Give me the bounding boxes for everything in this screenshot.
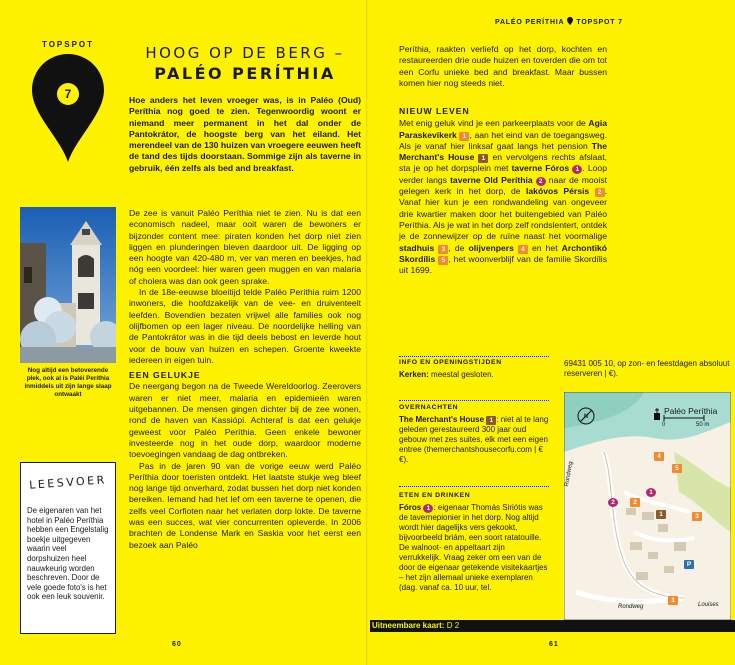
svg-text:N: N <box>583 413 589 420</box>
footer-value: D 2 <box>446 621 460 630</box>
map-marker[interactable]: 4 <box>654 452 664 461</box>
overnachten-name: The Merchant's House <box>399 415 485 424</box>
topspot-number: 7 <box>57 83 79 105</box>
poi-badge: 5 <box>438 256 448 265</box>
poi-badge: 2 <box>536 177 546 186</box>
poi-badge: 1 <box>572 165 582 174</box>
page-number-left: 60 <box>172 641 182 648</box>
body-text-left <box>129 208 361 551</box>
lead-paragraph: Hoe anders het leven vroeger was, is in Paléo (Oud) Períthia nog goed te zien. Tegenwoordig woont er niemand meer permanent in het dal onder de Pantokrátor, de hoogste berg van het eiland. Het merendeel van de 130 huizen van vroegere eeuwen heeft de tand des tijds doorstaan. Sommige zijn als taverne in gebruik, één zelfs als bed and breakfast. <box>129 95 361 173</box>
poi-badge: 1 <box>423 504 433 513</box>
parking-icon[interactable]: P <box>684 560 694 569</box>
location-pin-icon <box>567 17 573 27</box>
eten-body: : eigenaar Thomás Siriótis was de tavernepionier in het dorp. Nog altijd wordt hier dagelijks vers gekookt, bijvoorbeeld briám, een soort ratatouille. De walnoot- en appeltaart zijn verrukkelijk. Vraag zeker om een van de door de eigenaar getekende visitekaartjes – het zijn allemaal unieke exemplaren (dag. vanaf ca. 10 uur, tel. <box>399 503 548 592</box>
map-road-label: Louises <box>698 602 719 608</box>
page-number-right: 61 <box>549 641 559 648</box>
poi-badge: 2 <box>595 188 605 197</box>
church-icon <box>652 408 662 420</box>
divider <box>399 356 549 357</box>
map-marker[interactable]: 3 <box>692 512 702 521</box>
photo-caption: Nog altijd een betoverende plek, ook al is Paléi Períthia inmiddels uit zijn lange slaap ontwaakt <box>24 367 112 398</box>
info-kerken <box>399 370 549 380</box>
poi-badge: 3 <box>438 245 448 254</box>
poi-stadhuis: stadhuis <box>399 242 435 253</box>
map-marker[interactable]: 1 <box>656 510 666 519</box>
paragraph: De zee is vanuit Paléo Períthia niet te zien. Nu is dat een economisch nadeel, maar ooit waren de bewoners er bijzonder content mee: piraten konden het dorp niet zien liggen en plunderingen bleven daardoor uit. De ligging op een hoogte van 420-480 m, ver van meren en beekjes, had nóg een voordeel: hier waren geen muggen en van malaria of cholera was dan ook geen sprake. <box>129 208 361 286</box>
poi-archontiko: Archontikó Skordílis <box>399 242 608 264</box>
text-run: naar de mooist gelegen kerk in het dorp, de <box>399 174 608 197</box>
eten-name: Fóros <box>399 503 422 512</box>
running-head <box>495 17 623 27</box>
poi-olijvenpers: olijvenpers <box>468 242 514 253</box>
info-kerken-value: meestal gesloten. <box>431 370 494 379</box>
map-marker[interactable]: 2 <box>630 498 640 507</box>
body-text-nieuw-leven <box>399 106 607 276</box>
poi-badge: 1 <box>478 154 488 163</box>
leesvoer-text: De eigenaren van het hotel in Paléo Períthia hebben een Engelstalig boekje uitgegeven waarin veel dorpshuizen heel nauwkeurig worden beschreven. Door de vele goede foto's is het ook een leuk souvenir. <box>27 506 109 602</box>
subhead-nieuw-leven: NIEUW LEVEN <box>399 106 470 116</box>
leesvoer-title: LEESVOER <box>28 473 108 492</box>
overnachten-heading: OVERNACHTEN <box>399 404 459 411</box>
page-title-line1: HOOG OP DE BERG – <box>145 44 345 62</box>
poi-merchant: The Merchant's House <box>399 140 607 163</box>
divider <box>399 486 549 487</box>
location-pin-icon <box>30 52 106 164</box>
poi-agia: Agia Paraskevikerk <box>399 118 607 140</box>
paragraph: Pas in de jaren 90 van de vorige eeuw werd Paléo Períthia door toeristen ontdekt. Het laatste stukje weg bleef nog lange tijd onverhard, zodat bussen het dorp niet konden bereiken. Iemand had het lef om een taverne te openen, die zelfs veel Corfioten naar het verlaten dorp lokte. De taverne was een succes, wat vier concurrenten opleverde. In 2006 brachten de Londense Mark en Saskia voor het eerst een bezoek aan Paléo <box>129 460 361 550</box>
paragraph: In de 18e-eeuwse bloeitijd telde Paléo Períthia ruim 1200 inwoners, die hoofdzakelijk van de vee- en druiventeelt leefden. Bovendien bezaten vrijwel alle families ook nog olijfbomen op een lager niveau. De noordelijke helling van de Pantokrátor was in die tijd deels bebost en leverde hout voor de bouw van huizen en schepen. Groente kweekte iedereen in eigen tuin. <box>129 287 361 365</box>
text-run: . Vanaf hier kun je een rondwandeling van ongeveer drie kwartier maken door het buitengebied van Paléo Períthia. Als je wat in het dorp zelf rondslentert, ontdek je de zonnewijzer op de ruïne naast het voormalige <box>399 186 608 242</box>
text-run: , de <box>448 242 469 253</box>
paragraph <box>399 118 607 276</box>
info-heading: INFO EN OPENINGSTIJDEN <box>399 359 502 366</box>
map-scale-label: 50 m <box>696 422 710 428</box>
topspot-label: TOPSPOT <box>41 40 95 49</box>
footer-label: Uitneembare kaart: <box>372 621 445 630</box>
church-photo <box>20 207 116 363</box>
map-road-label: Rondweg <box>564 461 575 488</box>
poi-badge: 4 <box>518 245 528 254</box>
poi-iakovos: Iakóvos Pérsis <box>526 186 590 197</box>
gutter-shadow <box>366 0 368 665</box>
poi-badge: 1 <box>486 416 496 425</box>
body-text-right-intro: Períthia, raakten verliefd op het dorp, kochten en restaureerden drie oude huizen en toverden die om tot een Corfu unieke bed and breakfast. Maar bussen komen hier nog steeds niet. <box>399 44 607 88</box>
map-marker[interactable]: 1 <box>668 596 678 605</box>
text-run: , het woonverblijf van de familie Skordílis uit 1699. <box>399 253 607 276</box>
poi-old-perithia: taverne Old Períthia <box>450 174 533 185</box>
map-marker[interactable]: 1 <box>646 488 656 497</box>
text-run: en het <box>527 242 562 253</box>
overnachten-body: : niet al te lang geleden gerestaureerd 300 jaar oud gebouw met zes suites, elk met een eigen entree (themerchantshousecorfu.com | €€). <box>399 415 549 464</box>
running-head-topspot: TOPSPOT 7 <box>576 19 623 26</box>
footer-map-ref <box>372 621 459 630</box>
paragraph: De neergang begon na de Tweede Wereldoorlog. Zeerovers waren er niet meer, malaria en epidemieën waren uitgebannen. De mensen gingen dichter bij de zee wonen, rond de haven van Kassiópi. Achteraf is dat een gelukje geweest voor Paléo Períthia. Geen enkele bewoner investeerde nog in het oude dorp, waardoor moderne toevoegingen vandaag de dag ontbreken. <box>129 381 361 460</box>
page-title-line2: PALÉO PERÍTHIA <box>154 64 336 83</box>
info-phone: 69431 005 10, op zon- en feestdagen absoluut reserveren | €). <box>564 359 730 378</box>
compass-north-icon <box>576 406 596 426</box>
subhead-gelukje: EEN GELUKJE <box>129 370 201 381</box>
map-road-label: Rondweg <box>618 604 644 610</box>
text-run: , aan het eind van de toegangsweg. Als je vanaf hier linksaf gaat langs het pension <box>399 129 607 151</box>
map-marker[interactable]: 5 <box>672 464 682 473</box>
poi-badge: 1 <box>459 132 469 141</box>
map-title: Paléo Períthia <box>664 406 718 416</box>
text-run: . Loop verder langs <box>399 163 607 185</box>
eten-text <box>399 503 549 593</box>
map-marker[interactable]: 2 <box>608 498 618 507</box>
eten-heading: ETEN EN DRINKEN <box>399 492 471 499</box>
text-run: Met enig geluk vind je een parkeerplaats voor de <box>399 118 589 129</box>
text-run: en vervolgens rechts afslaat, sta je op het dorpsplein met <box>399 152 607 174</box>
divider <box>399 400 549 401</box>
overnachten-text <box>399 415 549 465</box>
poi-foros: taverne Fóros <box>511 163 570 174</box>
info-kerken-label: Kerken: <box>399 370 429 379</box>
map-scale-zero: 0 <box>662 422 666 428</box>
village-map[interactable] <box>564 392 731 620</box>
running-head-place: PALÉO PERÍTHIA <box>495 19 565 26</box>
